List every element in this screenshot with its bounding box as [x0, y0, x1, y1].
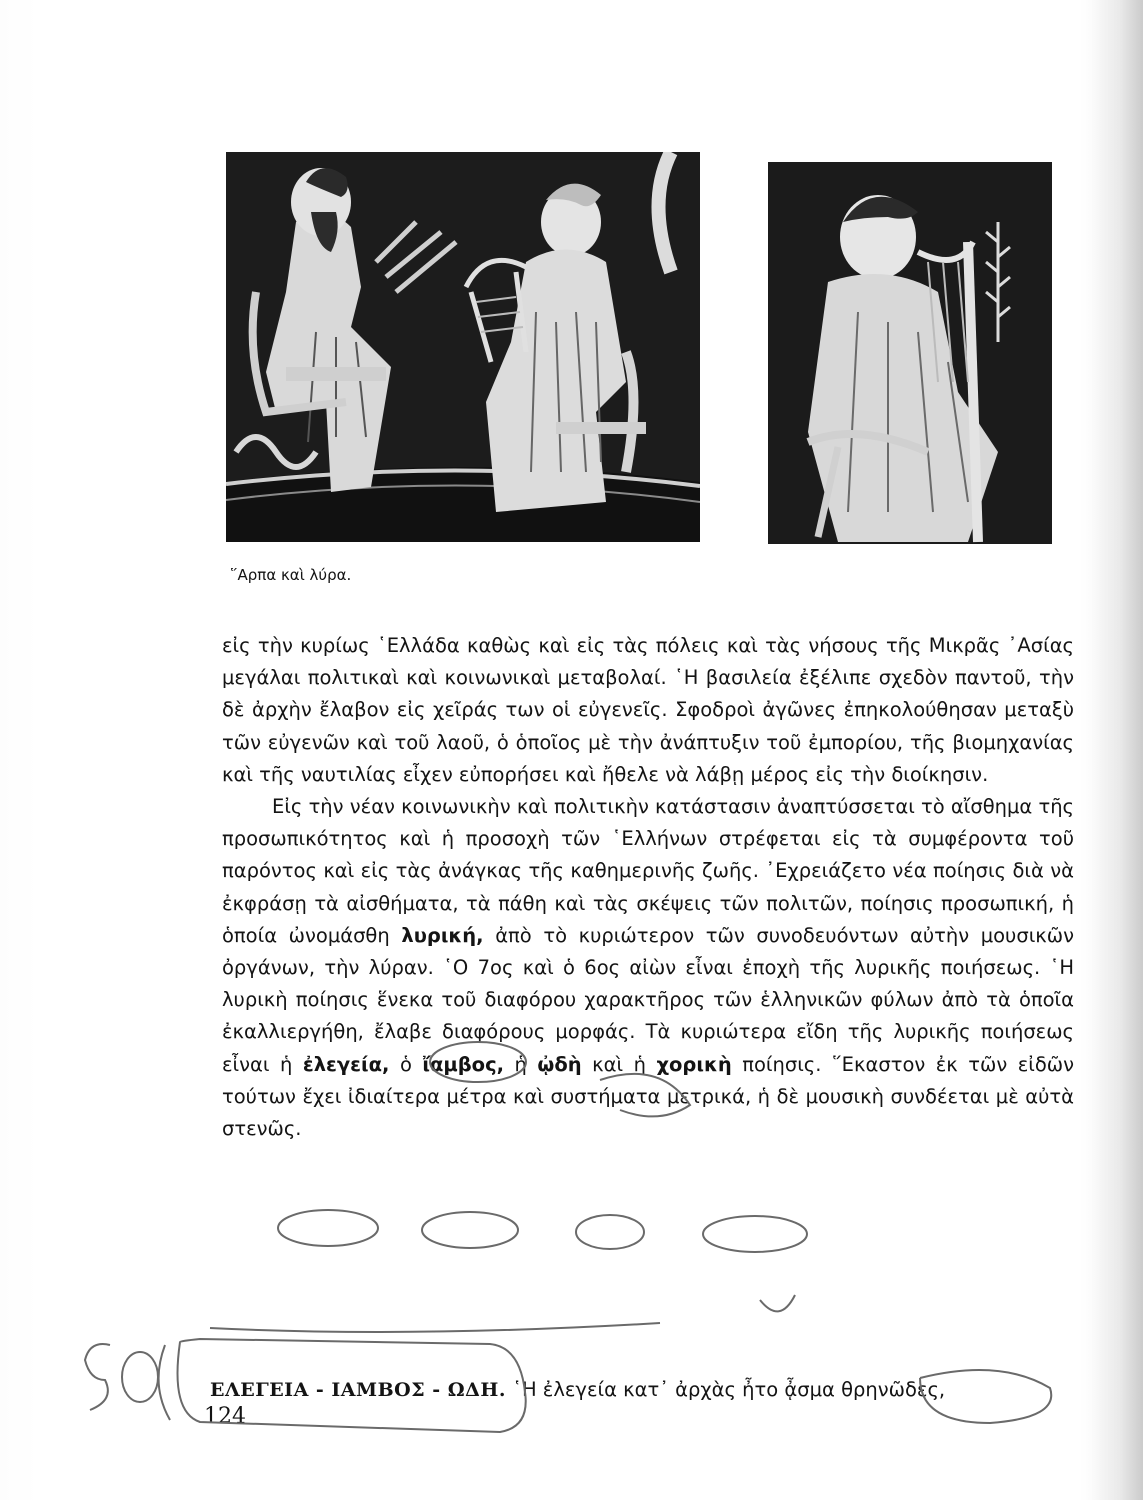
keyword-lyriki: λυρική, — [401, 923, 484, 947]
section-lead: ῾Η ἐλεγεία κατ᾿ ἀρχὰς ἦτο ᾆσμα θρηνῶδες, — [512, 1378, 946, 1401]
paragraph-2-part-3: ποίησις. ῞Εκαστον ἐκ τῶν εἰδῶν τούτων ἔχει ἰδιαίτερα μέτρα καὶ συστήματα μετρικά, ἡ δὲ μουσικὴ συνδέεται μὲ αὐτὰ στενῶς. — [222, 1052, 1075, 1141]
conjunction-kai-i: καὶ ἡ — [592, 1052, 646, 1076]
paragraph-2-part-2: ἀπὸ τὸ κυριώτερον τῶν συνοδευόντων αὐτὴν μουσικῶν ὀργάνων, τὴν λύραν. ῾Ο 7ος καὶ ὁ 6ος αἰὼν εἶναι ἐποχὴ τῆς λυρικῆς ποιήσεως. ῾Η λυρικὴ ποίησις ἕνεκα τοῦ διαφόρου χαρακτῆρος τῶν ἑλληνικῶν φύλων ἀπὸ τὰ ὁποῖα ἐκαλλιεργήθη, ἔλαβε διαφόρους μορφάς. Τὰ κυριώτερα εἴδη τῆς λυρικῆς ποιήσεως εἶναι ἡ — [222, 923, 1075, 1076]
page-number: 124 — [204, 1404, 246, 1429]
section-heading: ΕΛΕΓΕΙΑ - ΙΑΜΒΟΣ - ΩΔΗ — [210, 1379, 499, 1401]
paragraph-1: εἰς τὴν κυρίως ῾Ελλάδα καθὼς καὶ εἰς τὰς πόλεις καὶ τὰς νήσους τῆς Μικρᾶς ᾿Ασίας μεγάλαι πολιτικαὶ καὶ κοινωνικαὶ μεταβολαί. ῾Η βασιλεία ἐξέλιπε σχεδὸν παντοῦ, τὴν δὲ ἀρχὴν ἔλαβον εἰς χεῖράς των οἱ εὐγενεῖς. Σφοδροὶ ἀγῶνες ἐπηκολούθησαν μεταξὺ τῶν εὐγενῶν καὶ τοῦ λαοῦ, ὁ ὁποῖος μὲ τὴν ἀνάπτυξιν τοῦ ἐμπορίου, τῆς βιομηχανίας καὶ τῆς ναυτιλίας εἶχεν εὐπορήσει καὶ ἤθελε νὰ λάβῃ μέρος εἰς τὴν διοίκησιν. — [222, 634, 1074, 786]
page-edge-shadow — [1090, 0, 1143, 1500]
section-heading-row — [210, 1378, 1080, 1401]
vase-painting-lyre-players — [226, 152, 700, 542]
article-i: ἡ — [514, 1052, 527, 1076]
keyword-choriki: χορικὴ — [656, 1052, 732, 1076]
keyword-elegeia: ἐλεγεία, — [302, 1052, 390, 1076]
paragraph-2-part-1: Εἰς τὴν νέαν κοινωνικὴν καὶ πολιτικὴν κατάστασιν ἀναπτύσσεται τὸ αἴσθημα τῆς προσωπικότητος καὶ ἡ προσοχὴ τῶν ῾Ελλήνων στρέφεται εἰς τὰ συμφέροντα τοῦ παρόντος καὶ εἰς τὰς ἀνάγκας τῆς καθημερινῆς ζωῆς. ᾿Εχρειάζετο νέα ποίησις διὰ νὰ ἐκφράσῃ τὰ αἰσθήματα, τὰ πάθη καὶ τὰς σκέψεις τῶν πολιτῶν, ποίησις προσωπική, ἡ ὁποία ὠνομάσθη — [222, 795, 1074, 947]
paragraph-2 — [222, 791, 1074, 1145]
vase-painting-harp-player — [768, 162, 1052, 544]
keyword-odi: ᾠδὴ — [537, 1052, 582, 1076]
lyre-players-illustration — [226, 152, 700, 542]
keyword-iambos: ἴαμβος, — [422, 1052, 505, 1076]
body-text — [222, 630, 1074, 1145]
harp-player-illustration — [768, 162, 1052, 544]
article-o: ὁ — [399, 1052, 412, 1076]
section-heading-punct: . — [498, 1379, 506, 1401]
figure-caption: ῞Αρπα καὶ λύρα. — [230, 566, 352, 584]
